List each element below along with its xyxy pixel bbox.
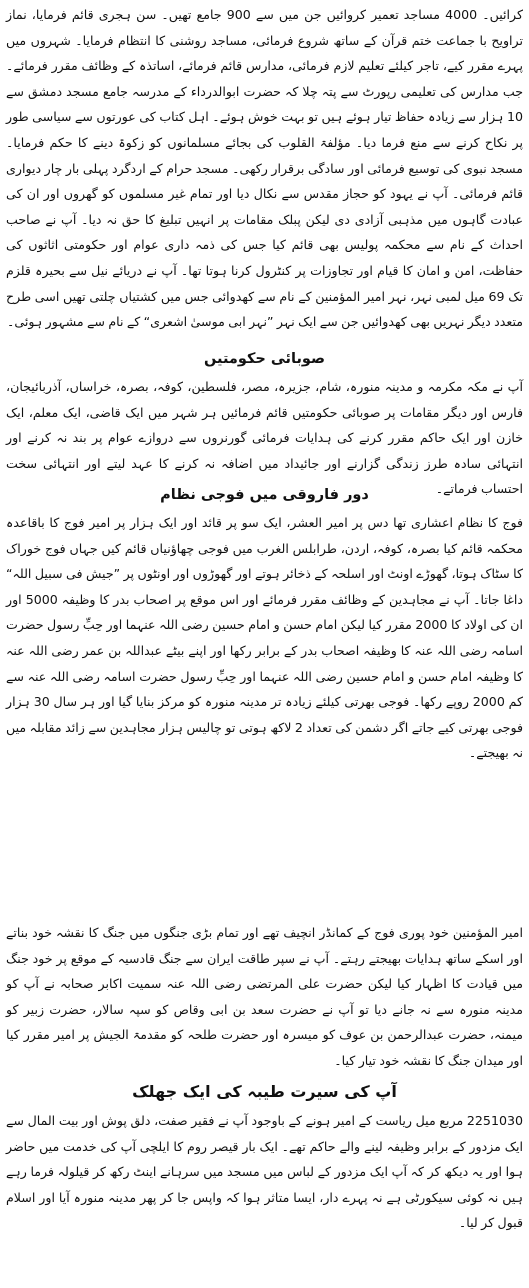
section-character — [6, 1108, 523, 1288]
section-army-2 — [6, 920, 523, 1076]
section-intro — [6, 2, 523, 344]
character-paragraph: 2251030 مربع میل ریاست کے امیر ہونے کے باوجود آپ نے فقیر صفت، دلق پوش اور بیت المال سے ایک مزدور کے برابر وظیفہ لینے والے حاکم تھے۔ ایک بار قیصر روم کا ایلچی آپ کی خدمت میں حاضر ہوا اور یہ دیکھ کر کہ آپ ایک مزدور کے لباس میں مسجد میں سرہانے اینٹ رکھ کر قیلولہ فرما رہے ہیں نہ کوئی سیکورٹی ہے نہ پہرے دار، ایسا متاثر ہوا کہ واپس جا کر پھر مدینہ منورہ آیا اور اسلام قبول کر لیا۔ — [6, 1113, 523, 1231]
heading-provincial-governments: صوبائی حکومتیں — [204, 351, 325, 367]
army-paragraph-1: فوج کا نظام اعشاری تھا دس پر امیر العشر، ایک سو پر قائد اور ایک ہزار پر امیر فوج کا باقاعدہ محکمہ قائم کیا بصرہ، کوفہ، اردن، طرابلس الغرب میں فوجی چھاؤنیاں قائم کیں جہاں فوج خوراک کا سٹاک ہوتا، گھوڑے اونٹ اور اسلحہ کے ذخائر ہوتے اور گھوڑوں اور اونٹوں پر ”جیش فی سبیل اللہ“ داغا جاتا۔ آپ نے مجاہدین کے وظائف مقرر فرمائے اور اس موقع پر اصحاب بدر کا وظیفہ 5000 اور ان کی اولاد کا 2000 مقرر کیا لیکن امام حسن و امام حسین رضی اللہ عنہما اور حِبِّ رسول حضرت اسامہ رضی اللہ عنہ کا وظیفہ اصحاب بدر کے برابر رکھا اور اپنے بیٹے عبداللہ بن عمر رضی اللہ عنہ کا وظیفہ امام حسن و امام حسین رضی اللہ عنہما اور حِبِّ رسول حضرت اسامہ رضی اللہ عنہ سے کم 2000 روپے رکھا۔ فوجی بھرتی کیلئے زیادہ تر مدینہ منورہ کو مرکز بنایا گیا اور ہر سال 30 ہزار فوجی بھرتی کیے جاتے اگر دشمن کی تعداد 2 لاکھ ہوتی تو چالیس ہزار مجاہدین سے زائد مقابلہ میں نہ بھیجتے۔ — [6, 515, 524, 761]
section-army-1 — [6, 510, 523, 920]
provinces-paragraph: آپ نے مکہ مکرمہ و مدینہ منورہ، شام، جزیرہ، مصر، فلسطین، کوفہ، بصرہ، خراساں، آذربائیجان، فارس اور دیگر مقامات پر صوبائی حکومتیں قائم فرمائیں ہر شہر میں ایک قاضی، ایک معلم، ایک خازن اور ایک حاکم مقرر کرنے کی ہدایات فرمائی گورنروں سے دروازے عوام پر بند نہ کرنے اور انتہائی سادہ طرز زندگی گزارنے اور جائیداد میں اضافہ نہ کرنے کا عہد لیتے اور انتہائی سخت احتساب فرماتے۔ — [6, 379, 523, 497]
intro-paragraph: کرائیں۔ 4000 مساجد تعمیر کروائیں جن میں سے 900 جامع تھیں۔ سن ہجری قائم فرمایا، نماز تراویح با جماعت ختم قرآن کے ساتھ شروع فرمائی، مساجد روشنی کا انتظام فرمایا۔ شہروں میں پہرے مقرر کیے، تاجر کیلئے تعلیم لازم فرمائی، مدارس قائم فرمائے، اساتذہ کے وظائف مقرر فرمائے۔ جب مدارس کی تعلیمی رپورٹ سے پتہ چلا کہ حضرت ابوالدرداء کے مدرسہ جامع مسجد دمشق سے 10 ہزار سے زیادہ حفاظ تیار ہوئے ہیں تو بہت خوش ہوئے۔ اہل کتاب کی عورتوں سے سیاسی طور پر نکاح کرنے سے منع فرما دیا۔ مؤلفۃ القلوب کی بجائے مسلمانوں کو زکوۃ دینے کا حکم فرمایا۔ مسجد نبوی کی توسیع فرمائی اور سادگی برقرار رکھی۔ مسجد حرام کے اردگرد پہلی بار چار دیواری قائم فرمائی۔ آپ نے یہود کو حجاز مقدس سے نکال دیا اور تمام غیر مسلموں کو گھروں اور ان کی عبادت گاہوں میں مذہبی آزادی دی لیکن پبلک مقامات پر انہیں تبلیغ کا حق نہ دیا۔ آپ نے صاحب احداث کے نام سے محکمہ پولیس بھی قائم کیا جس کی ذمہ داری عوام اور حکومتی اثاثوں کی حفاظت، امن و امان کا قیام اور تجاوزات پر کنٹرول کرنا ہوتا تھا۔ آپ نے دریائے نیل سے بحیرہ قلزم تک 69 میل لمبی نہر، نہر امیر المؤمنین کے نام سے کھدوائی جس میں کشتیاں چلتی تھیں اسی طرح متعدد دیگر نہریں بھی کھدوائیں جن سے ایک نہر ”نہر ابی موسیٰ اشعری“ کے نام سے مشہور ہوئی۔ — [6, 7, 524, 330]
army-paragraph-2: امیر المؤمنین خود پوری فوج کے کمانڈر انچیف تھے اور تمام بڑی جنگوں میں جنگ کا نقشہ خود بناتے اور اسکے ساتھ ہدایات بھیجتے رہتے۔ آپ نے سپر طاقت ایران سے جنگ قادسیہ کے موقع پر خود جنگ میں قیادت کا اظہار کیا لیکن حضرت علی المرتضی رضی اللہ عنہ سمیت اکابر صحابہ نے آپ کو مدینہ منورہ سے نہ جانے دیا تو آپ نے حضرت سعد بن ابی وقاص کو سپہ سالار، حضرت زبیر کو میمنہ، حضرت عبدالرحمن بن عوف کو میسرہ اور حضرت طلحہ کو مقدمۃ الجیش پر امیر مقرر کیا اور میدان جنگ کا نقشہ خود تیار کیا۔ — [6, 925, 523, 1068]
heading-character-glimpse: آپ کی سیرت طیبہ کی ایک جھلک — [132, 1082, 397, 1101]
heading-military-system: دور فاروقی میں فوجی نظام — [160, 487, 369, 503]
